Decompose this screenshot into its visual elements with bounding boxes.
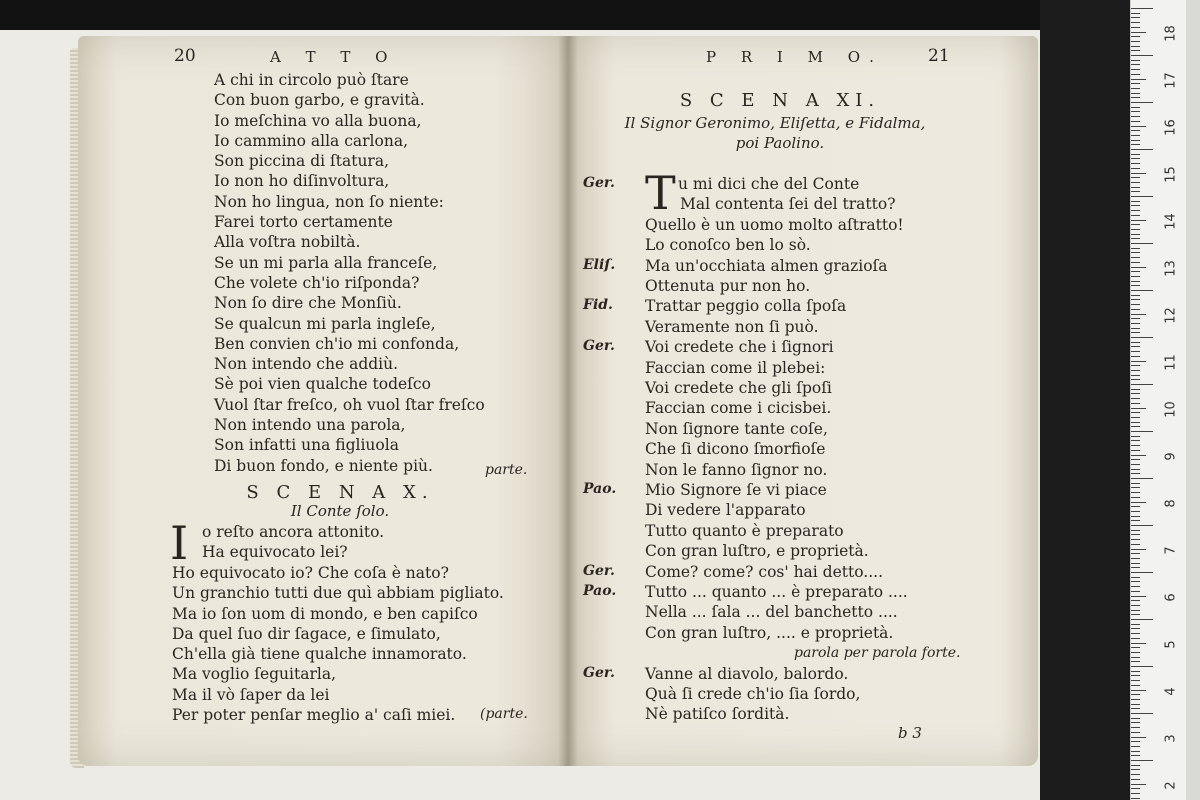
ruler-tick — [1131, 384, 1153, 385]
verse-line: A chi in circolo può ſtare — [214, 71, 409, 89]
ruler-tick — [1131, 323, 1140, 324]
right-dropcap: T — [645, 166, 676, 220]
dialogue-line: Che ſi dicono ſmorfioſe — [645, 440, 826, 459]
ruler-tick — [1131, 168, 1140, 169]
ruler-tick — [1131, 788, 1140, 789]
ruler-tick — [1131, 398, 1140, 399]
ruler-tick — [1131, 492, 1140, 493]
ruler-tick — [1131, 144, 1140, 145]
ruler-tick — [1131, 229, 1140, 230]
ruler-number: 14 — [1163, 213, 1179, 230]
ruler-tick — [1131, 464, 1140, 465]
ruler-tick — [1131, 685, 1140, 686]
dialogue-line: Come? come? cos' hai detto.... — [645, 562, 884, 581]
ruler-tick — [1131, 544, 1140, 545]
ruler-number: 13 — [1163, 260, 1179, 277]
ruler-tick — [1131, 426, 1140, 427]
ruler-number: 6 — [1163, 593, 1179, 602]
final-direction: (parte. — [480, 706, 528, 722]
ruler-tick — [1131, 220, 1146, 221]
speaker-label: Pao. — [583, 481, 617, 497]
ruler-tick — [1131, 130, 1140, 131]
verse-line: Alla voſtra nobiltà. — [214, 233, 361, 252]
ruler-tick — [1131, 389, 1140, 390]
ruler-number: 8 — [1163, 499, 1179, 508]
ruler-tick — [1131, 539, 1140, 540]
scene-x-subtitle: Il Conte ſolo. — [290, 502, 390, 520]
ruler-tick — [1131, 342, 1140, 343]
ruler-tick — [1131, 530, 1140, 531]
speaker-label: Ger. — [583, 664, 615, 681]
ruler-tick — [1131, 628, 1140, 629]
ruler-tick — [1131, 55, 1153, 56]
verse-line: Son infatti una figliuola — [214, 436, 399, 455]
dialogue-line: Ottenuta pur non ho. — [645, 277, 811, 295]
ruler-tick — [1131, 173, 1146, 174]
ruler-tick — [1131, 605, 1140, 606]
ruler-tick — [1131, 50, 1140, 51]
ruler-tick — [1131, 121, 1140, 122]
ruler-tick — [1131, 779, 1140, 780]
ruler-tick — [1131, 393, 1140, 394]
measuring-ruler — [1130, 0, 1187, 800]
left-folio: 20 — [174, 46, 196, 66]
ruler-tick — [1131, 79, 1146, 80]
dialogue-line: Lo conoſco ben lo sò. — [645, 236, 811, 255]
ruler-tick — [1131, 210, 1140, 211]
verse-line: Per poter penſar meglio a' caſi miei. — [172, 706, 456, 725]
verse-line: Se qualcun mi parla ingleſe, — [214, 314, 436, 333]
ruler-tick — [1131, 445, 1140, 446]
ruler-tick — [1131, 111, 1140, 112]
ruler-tick — [1131, 318, 1140, 319]
ruler-tick — [1131, 32, 1146, 33]
verse-line: Ma il vò ſaper da lei — [172, 685, 330, 704]
ruler-tick — [1131, 690, 1146, 691]
dialogue-line: Tutto quanto è preparato — [645, 521, 844, 540]
speaker-label: Eliſ. — [583, 256, 616, 273]
ruler-tick — [1131, 328, 1140, 329]
ruler-tick — [1131, 694, 1140, 695]
ruler-tick — [1131, 591, 1140, 592]
scene-xi-subtitle-1: Il Signor Geronimo, Eliſetta, e Fidalma, — [624, 114, 926, 132]
ruler-tick — [1131, 234, 1140, 235]
ruler-tick — [1131, 309, 1140, 310]
scene-xi-title: S C E N A XI. — [679, 90, 881, 111]
ruler-tick — [1131, 713, 1153, 714]
ruler-tick — [1131, 107, 1140, 108]
ruler-tick — [1131, 314, 1146, 315]
dialogue-line: Non ſignore tante coſe, — [645, 419, 828, 438]
ruler-tick — [1131, 516, 1140, 517]
verse-line: Farei torto certamente — [214, 213, 393, 232]
ruler-tick — [1131, 412, 1140, 413]
ruler-tick — [1131, 74, 1140, 75]
ruler-tick — [1131, 727, 1140, 728]
dialogue-line: Voi credete che i ſignori — [645, 338, 834, 357]
ruler-tick — [1131, 346, 1140, 347]
verse-line: Di buon fondo, e niente più. — [214, 456, 433, 475]
ruler-tick — [1131, 276, 1140, 277]
ruler-tick — [1131, 379, 1140, 380]
verse-line: o reſto ancora attonito. — [202, 523, 385, 541]
verse-line: Ma io ſon uom di mondo, e ben capiſco — [172, 604, 478, 623]
ruler-number: 4 — [1163, 687, 1179, 696]
ruler-tick — [1131, 450, 1140, 451]
dialogue-line: Quà ſi crede ch'io ſia ſordo, — [645, 685, 861, 703]
ruler-tick — [1131, 187, 1140, 188]
ruler-tick — [1131, 252, 1140, 253]
ruler-tick — [1131, 497, 1140, 498]
ruler-tick — [1131, 704, 1140, 705]
verse-line: Vuol ſtar freſco, oh vuol ſtar freſco — [214, 395, 485, 414]
ruler-tick — [1131, 22, 1140, 23]
ruler-tick — [1131, 154, 1140, 155]
dialogue-line: Faccian come i cicisbei. — [645, 399, 832, 418]
exit-direction: parte. — [485, 462, 528, 478]
verse-line: Ch'ella già tiene qualche innamorato. — [172, 645, 467, 664]
ruler-tick — [1131, 436, 1140, 437]
book-gutter — [558, 36, 578, 766]
left-body-lines — [172, 563, 504, 725]
ruler-tick — [1131, 102, 1153, 103]
ruler-tick — [1131, 473, 1140, 474]
ruler-tick — [1131, 478, 1153, 479]
ruler-tick — [1131, 671, 1140, 672]
ruler-tick — [1131, 760, 1153, 761]
left-verse — [214, 70, 544, 476]
ruler-tick — [1131, 295, 1140, 296]
ruler-tick — [1131, 577, 1140, 578]
verse-line: Ha equivocato lei? — [202, 543, 348, 562]
ruler-tick — [1131, 661, 1140, 662]
scene-x-title: S C E N A X. — [246, 482, 434, 503]
ruler-tick — [1131, 69, 1140, 70]
ruler-tick — [1131, 46, 1140, 47]
verse-line: Se un mi parla alla franceſe, — [214, 253, 438, 272]
ruler-tick — [1131, 732, 1140, 733]
ruler-tick — [1131, 41, 1140, 42]
ruler-tick — [1131, 417, 1140, 418]
verse-line: Non ho lingua, non ſo niente: — [214, 192, 444, 211]
ruler-tick — [1131, 699, 1140, 700]
ruler-tick — [1131, 765, 1140, 766]
dark-background — [1040, 0, 1135, 800]
verse-line: Che volete ch'io riſponda? — [214, 273, 420, 292]
ruler-tick — [1131, 563, 1140, 564]
speaker-label: Ger. — [583, 175, 615, 191]
ruler-tick — [1131, 408, 1146, 409]
dialogue-line: Mio Signore ſe vi piace — [645, 481, 827, 499]
right-running-head: P R I M O. — [706, 48, 884, 66]
ruler-tick — [1131, 784, 1146, 785]
ruler-tick — [1131, 440, 1140, 441]
ruler-tick — [1131, 205, 1140, 206]
dialogue-line: Voi credete che gli ſpoſi — [645, 379, 832, 397]
ruler-tick — [1131, 666, 1153, 667]
ruler-tick — [1131, 201, 1140, 202]
ruler-tick — [1131, 135, 1140, 136]
verse-line: Non ſo dire che Monſiù. — [214, 294, 402, 313]
ruler-tick — [1131, 581, 1140, 582]
dialogue-line: Ma un'occhiata almen grazioſa — [645, 256, 888, 275]
ruler-tick — [1131, 534, 1140, 535]
dialogue-line: Trattar peggio colla ſpoſa — [645, 297, 847, 316]
ruler-tick — [1131, 558, 1140, 559]
ruler-tick — [1131, 619, 1153, 620]
ruler-tick — [1131, 751, 1140, 752]
ruler-tick — [1131, 774, 1140, 775]
ruler-tick — [1131, 285, 1140, 286]
ruler-tick — [1131, 403, 1140, 404]
ruler-tick — [1131, 375, 1140, 376]
ruler-number: 17 — [1163, 72, 1179, 89]
ruler-tick — [1131, 652, 1140, 653]
ruler-tick — [1131, 525, 1153, 526]
ruler-tick — [1131, 520, 1140, 521]
ruler-tick — [1131, 680, 1140, 681]
ruler-tick — [1131, 257, 1140, 258]
left-body-first-lines — [202, 522, 384, 563]
ruler-number: 15 — [1163, 166, 1179, 183]
speaker-label: Ger. — [583, 562, 615, 579]
ruler-tick — [1131, 638, 1140, 639]
ruler-tick — [1131, 116, 1140, 117]
verse-line: Un granchio tutti due quì abbiam pigliato. — [172, 584, 504, 603]
ruler-tick — [1131, 215, 1140, 216]
ruler-edge — [1186, 0, 1200, 800]
ruler-tick — [1131, 722, 1140, 723]
ruler-number: 16 — [1163, 119, 1179, 136]
dialogue-line: u mi dici che del Conte — [678, 175, 860, 193]
verse-line: Da quel ſuo dir ſagace, e ſimulato, — [172, 624, 441, 643]
ruler-tick — [1131, 469, 1140, 470]
ruler-tick — [1131, 506, 1140, 507]
ruler-number: 18 — [1163, 25, 1179, 42]
dialogue-line: Con gran luſtro, e proprietà. — [645, 542, 869, 561]
ruler-tick — [1131, 238, 1140, 239]
verse-line: Io meſchina vo alla buona, — [214, 111, 422, 130]
ruler-tick — [1131, 647, 1140, 648]
ruler-tick — [1131, 158, 1140, 159]
ruler-tick — [1131, 332, 1140, 333]
ruler-tick — [1131, 248, 1140, 249]
ruler-number: 11 — [1163, 354, 1179, 371]
verse-line: Ho equivocato io? Che coſa è nato? — [172, 564, 449, 582]
ruler-tick — [1131, 643, 1146, 644]
ruler-tick — [1131, 83, 1140, 84]
scene-xi-subtitle-2: poi Paolino. — [735, 134, 825, 152]
verse-line: Ma voglio ſeguitarla, — [172, 665, 336, 684]
ruler-tick — [1131, 567, 1140, 568]
ruler-tick — [1131, 93, 1140, 94]
dialogue-line: Quello è un uomo molto aſtratto! — [645, 215, 904, 234]
ruler-tick — [1131, 459, 1140, 460]
ruler-tick — [1131, 361, 1146, 362]
verse-line: Non intendo che addiù. — [214, 355, 399, 374]
verse-line: Non intendo una parola, — [214, 416, 406, 435]
ruler-number: 9 — [1163, 452, 1179, 461]
ruler-tick — [1131, 455, 1146, 456]
ruler-tick — [1131, 13, 1140, 14]
stage-direction: parola per parola forte. — [794, 645, 961, 662]
ruler-tick — [1131, 737, 1146, 738]
ruler-tick — [1131, 17, 1140, 18]
ruler-tick — [1131, 746, 1140, 747]
ruler-tick — [1131, 8, 1153, 9]
ruler-tick — [1131, 572, 1153, 573]
dialogue-line: Vanne al diavolo, balordo. — [645, 664, 849, 683]
ruler-tick — [1131, 281, 1140, 282]
ruler-tick — [1131, 553, 1140, 554]
ruler-tick — [1131, 60, 1140, 61]
ruler-tick — [1131, 624, 1140, 625]
ruler-tick — [1131, 675, 1140, 676]
dialogue-line: Di vedere l'apparato — [645, 501, 806, 520]
ruler-tick — [1131, 299, 1140, 300]
ruler-tick — [1131, 97, 1140, 98]
ruler-tick — [1131, 614, 1140, 615]
ruler-tick — [1131, 126, 1146, 127]
speaker-label: Pao. — [583, 583, 617, 599]
ruler-tick — [1131, 511, 1140, 512]
ruler-tick — [1131, 356, 1140, 357]
dialogue-line: Tutto ... quanto ... è preparato .... — [645, 583, 908, 601]
ruler-tick — [1131, 596, 1146, 597]
ruler-tick — [1131, 64, 1140, 65]
ruler-tick — [1131, 798, 1140, 799]
ruler-tick — [1131, 657, 1140, 658]
ruler-tick — [1131, 610, 1140, 611]
ruler-tick — [1131, 741, 1140, 742]
ruler-tick — [1131, 422, 1140, 423]
ruler-tick — [1131, 149, 1153, 150]
ruler-tick — [1131, 708, 1140, 709]
ruler-tick — [1131, 483, 1140, 484]
ruler-tick — [1131, 243, 1153, 244]
ruler-tick — [1131, 600, 1140, 601]
ruler-tick — [1131, 182, 1140, 183]
speaker-label: Ger. — [583, 338, 615, 355]
ruler-tick — [1131, 633, 1140, 634]
verse-line: Io non ho diſinvoltura, — [214, 172, 390, 191]
verse-line: Sè poi vien qualche todeſco — [214, 375, 431, 394]
dialogue-line: Non le fanno ſignor no. — [645, 460, 828, 479]
ruler-tick — [1131, 267, 1146, 268]
verse-line: Son piccina di ſtatura, — [214, 152, 390, 171]
dialogue-line: Veramente non ſi può. — [645, 317, 819, 336]
ruler-tick — [1131, 337, 1153, 338]
ruler-number: 12 — [1163, 307, 1179, 324]
ruler-tick — [1131, 793, 1140, 794]
ruler-tick — [1131, 370, 1140, 371]
ruler-number: 5 — [1163, 640, 1179, 649]
right-folio: 21 — [928, 46, 950, 66]
ruler-tick — [1131, 365, 1140, 366]
ruler-tick — [1131, 271, 1140, 272]
ruler-number: 2 — [1163, 781, 1179, 790]
ruler-tick — [1131, 27, 1140, 28]
ruler-tick — [1131, 88, 1140, 89]
ruler-tick — [1131, 196, 1153, 197]
ruler-tick — [1131, 755, 1140, 756]
ruler-tick — [1131, 502, 1146, 503]
ruler-number: 3 — [1163, 734, 1179, 743]
ruler-number: 10 — [1163, 401, 1179, 418]
verse-line: Con buon garbo, e gravità. — [214, 91, 425, 110]
dialogue-line: Con gran luſtro, .... e proprietà. — [645, 623, 894, 642]
ruler-tick — [1131, 262, 1140, 263]
ruler-tick — [1131, 769, 1140, 770]
verse-line: Ben convien ch'io mi confonda, — [214, 334, 460, 353]
dialogue-line: Mal contenta ſei del tratto? — [680, 195, 896, 214]
ruler-tick — [1131, 140, 1140, 141]
ruler-tick — [1131, 549, 1146, 550]
speaker-label: Fid. — [583, 297, 613, 314]
ruler-tick — [1131, 487, 1140, 488]
verse-line: Io cammino alla carlona, — [214, 131, 408, 150]
left-dropcap: I — [170, 516, 189, 570]
ruler-number: 7 — [1163, 546, 1179, 555]
dialogue-line: Nella ... ſala ... del banchetto .... — [645, 603, 898, 622]
ruler-tick — [1131, 351, 1140, 352]
ruler-tick — [1131, 177, 1140, 178]
ruler-tick — [1131, 304, 1140, 305]
ruler-tick — [1131, 36, 1140, 37]
ruler-tick — [1131, 224, 1140, 225]
signature-mark: b 3 — [898, 724, 922, 742]
ruler-tick — [1131, 191, 1140, 192]
dialogue-line: Nè patiſco ſordità. — [645, 705, 790, 724]
left-running-head: A T T O — [270, 48, 398, 66]
ruler-tick — [1131, 290, 1153, 291]
ruler-tick — [1131, 163, 1140, 164]
ruler-tick — [1131, 586, 1140, 587]
ruler-tick — [1131, 431, 1153, 432]
dialogue-line: Faccian come il plebei: — [645, 358, 826, 377]
ruler-tick — [1131, 718, 1140, 719]
